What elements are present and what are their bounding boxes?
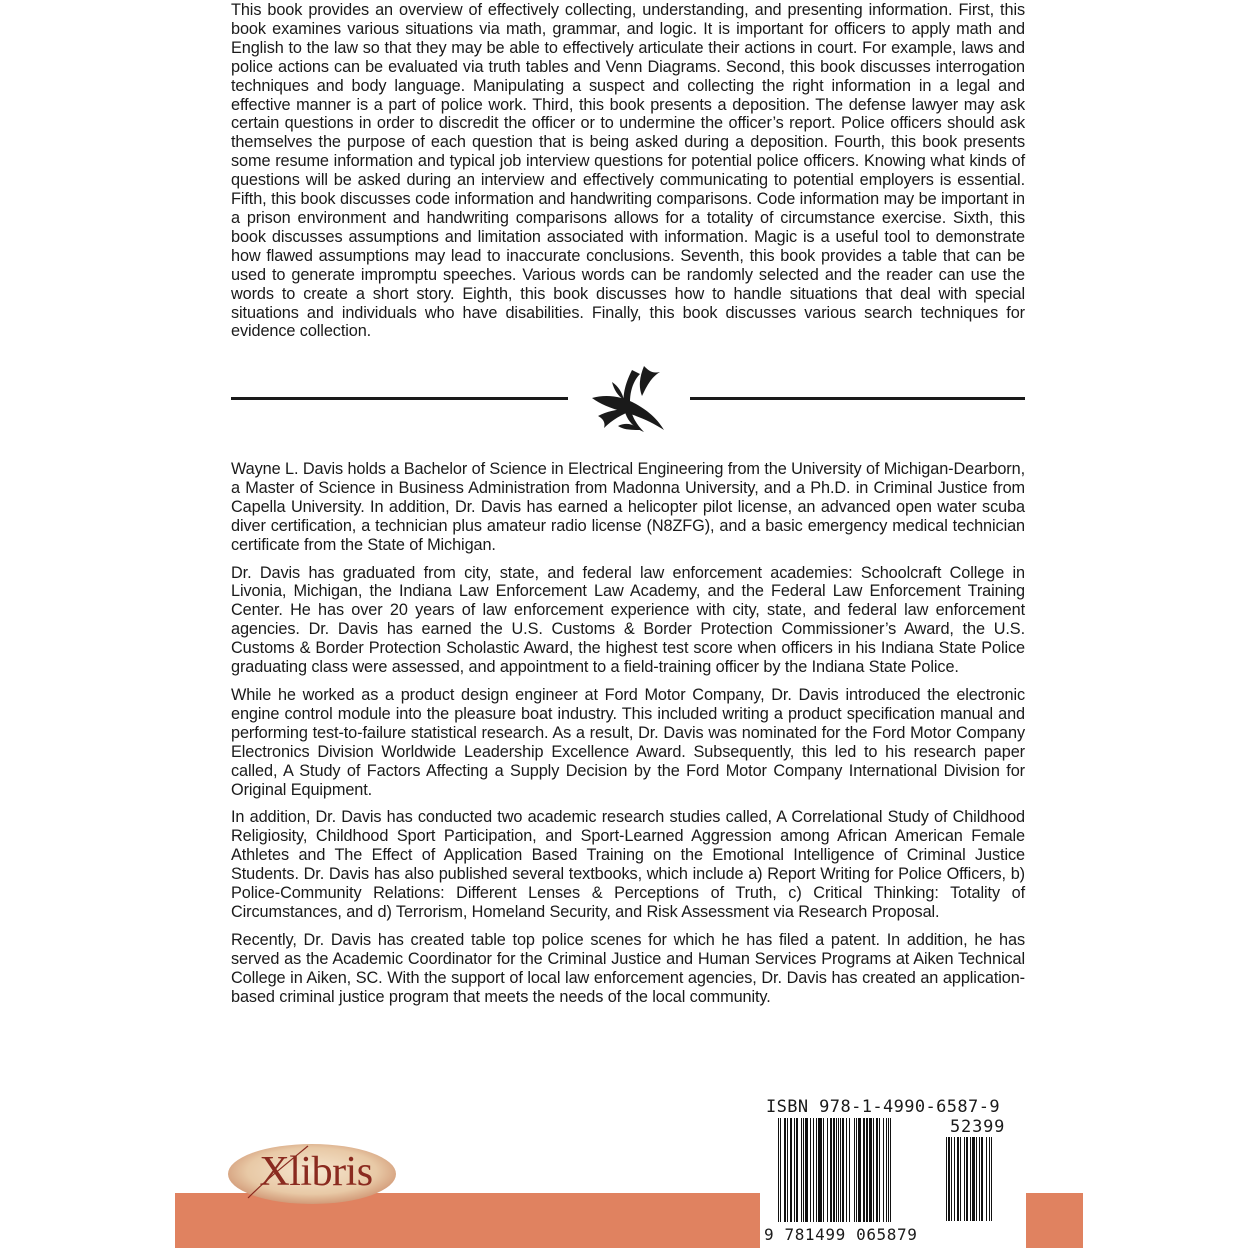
barcode-bar bbox=[838, 1118, 839, 1222]
barcode-bar bbox=[890, 1118, 891, 1222]
barcode-bar bbox=[873, 1118, 874, 1222]
barcode-bar bbox=[948, 1137, 950, 1221]
barcode-bar bbox=[879, 1118, 880, 1222]
author-bio bbox=[231, 460, 1025, 1006]
barcode-bar bbox=[972, 1137, 975, 1221]
barcode-bar bbox=[846, 1118, 847, 1222]
bio-paragraph: Recently, Dr. Davis has created table top police scenes for which he has filed a patent. In addition, he has served as the Academic Coordinator for the Criminal Justice and Human Services Programs at Aiken Technical College in Aiken, SC. With the support of local law enforcement agencies, Dr. Davis has created an application-based criminal justice program that meets the needs of the local community. bbox=[231, 930, 1025, 1006]
barcode-bar bbox=[960, 1137, 961, 1221]
barcode-bar bbox=[778, 1118, 779, 1222]
barcode-bar bbox=[981, 1137, 983, 1221]
bio-paragraph: Wayne L. Davis holds a Bachelor of Science in Electrical Engineering from the University of Michigan-Dearborn, a Master of Science in Business Administration from Madonna University, and a Ph.D. in Criminal Justice from Capella University. In addition, Dr. Davis has earned a helicopter pilot license, an advanced open water scuba diver certification, a technician plus amateur radio license (N8ZFG), and a basic emergency medical technician certificate from the State of Michigan. bbox=[231, 460, 1025, 554]
barcode-bar bbox=[866, 1118, 868, 1222]
ean-number: 9 781499 065879 bbox=[764, 1225, 918, 1244]
barcode-bar bbox=[991, 1137, 992, 1221]
barcode-bar bbox=[888, 1118, 889, 1222]
barcode-bar bbox=[976, 1137, 977, 1221]
barcode-bar bbox=[856, 1118, 857, 1222]
barcode-bar bbox=[863, 1118, 865, 1222]
barcode-bar bbox=[830, 1118, 832, 1222]
barcode-bar bbox=[780, 1118, 781, 1222]
bio-paragraph: In addition, Dr. Davis has conducted two academic research studies called, A Correlational Study of Childhood Religiosity, Childhood Sport Participation, and Sport-Learned Aggression among African American Female Athletes and The Effect of Application Based Training on the Emotional Intelligence of Criminal Justice Students. Dr. Davis has also published several textbooks, which include a) Report Writing for Police Officers, b) Police-Community Relations: Different Lenses & Perceptions of Truth, c) Critical Thinking: Totality of Circumstances, and d) Terrorism, Homeland Security, and Risk Assessment via Research Proposal. bbox=[231, 808, 1025, 921]
barcode-bar bbox=[869, 1118, 872, 1222]
barcode-bar bbox=[876, 1118, 878, 1222]
barcode-bar bbox=[842, 1118, 844, 1222]
barcode-bar bbox=[816, 1118, 817, 1222]
barcode-bar bbox=[833, 1118, 835, 1222]
bio-paragraph: Dr. Davis has graduated from city, state, and federal law enforcement academies: Schoolcraft College in Livonia, Michigan, the Indiana Law Enforcement Law Academy, and the Federal Law Enforcement Training Center. He has over 20 years of law enforcement experience with city, state, and federal law enforcement agencies. Dr. Davis has earned the U.S. Customs & Border Protection Commissioner’s Award, the U.S. Customs & Border Protection Scholastic Award, the highest test score when officers in his Indiana State Police graduating class were assessed, and appointment to a field-training officer by the Indiana State Police. bbox=[231, 563, 1025, 677]
barcode-bar bbox=[883, 1118, 884, 1222]
barcode-bar bbox=[805, 1118, 808, 1222]
barcode-bar bbox=[886, 1118, 887, 1222]
barcode-bar bbox=[840, 1118, 841, 1222]
barcode-bar bbox=[803, 1118, 804, 1222]
barcode-bar bbox=[784, 1118, 786, 1222]
barcode-bar bbox=[818, 1118, 822, 1222]
barcode-bar bbox=[796, 1118, 798, 1222]
barcode-bar bbox=[954, 1137, 955, 1221]
barcode-bar bbox=[989, 1137, 990, 1221]
barcode-bar bbox=[810, 1118, 811, 1222]
publisher-logo-text: Xlibris bbox=[259, 1149, 373, 1195]
barcode-bar bbox=[823, 1118, 824, 1222]
barcode-bar bbox=[946, 1137, 947, 1221]
barcode-bar bbox=[801, 1118, 802, 1222]
barcode-bar bbox=[979, 1137, 980, 1221]
divider-rule-left bbox=[231, 397, 568, 400]
barcode-bar bbox=[957, 1137, 959, 1221]
barcode-bar bbox=[966, 1137, 968, 1221]
barcode-bar bbox=[964, 1137, 965, 1221]
ean-barcode bbox=[778, 1118, 926, 1222]
barcode-bar bbox=[849, 1118, 850, 1222]
barcode-bar bbox=[787, 1118, 788, 1222]
back-cover-summary bbox=[231, 1, 1025, 341]
barcode-bar bbox=[854, 1118, 855, 1222]
barcode-bar bbox=[970, 1137, 971, 1221]
price-code: 52399 bbox=[950, 1117, 1006, 1137]
barcode-bar bbox=[951, 1137, 952, 1221]
barcode-bar bbox=[986, 1137, 987, 1221]
bio-paragraph: While he worked as a product design engineer at Ford Motor Company, Dr. Davis introduced the electronic engine control module into the pleasure boat industry. This included writing a product specification manual and performing test-to-failure statistical research. As a result, Dr. Davis was nominated for the Ford Motor Company Electronics Division Worldwide Leadership Excellence Award. Subsequently, this led to his research paper called, A Study of Factors Affecting a Supply Decision by the Ford Motor Company International Division for Original Equipment. bbox=[231, 685, 1025, 799]
summary-paragraph: This book provides an overview of effectively collecting, understanding, and presenting information. First, this book examines various situations via math, grammar, and logic. It is important for officers to apply math and English to the law so that they may be able to effectively articulate their actions in court. For example, laws and police actions can be evaluated via truth tables and Venn Diagrams. Second, this book discusses interrogation techniques and body language. Manipulating a suspect and collecting the right information in a legal and effective manner is a part of police work. Third, this book presents a deposition. The defense lawyer may ask certain questions in order to discredit the officer or to undermine the officer’s report. Police officers should ask themselves the purpose of each question that is being asked during a deposition. Fourth, this book presents some resume information and typical job interview questions for potential police officers. Knowing what kinds of questions will be asked during an interview and effectively communicating to potential employers is essential. Fifth, this book discusses code information and handwriting comparisons. Code information may be important in a prison environment and handwriting comparisons allows for a totality of circumstance exercise. Sixth, this book discusses assumptions and limitation associated with information. Magic is a useful tool to demonstrate how flawed assumptions may lead to inaccurate conclusions. Seventh, this book provides a table that can be used to generate impromptu speeches. Various words can be randomly selected and the reader can use the words to create a short story. Eighth, this book discusses how to handle situations that deal with special situations and individuals who have disabilities. Finally, this book discusses various search techniques for evidence collection. bbox=[231, 1, 1025, 341]
barcode-bar bbox=[836, 1118, 837, 1222]
divider-rule-right bbox=[690, 397, 1025, 400]
barcode-bar bbox=[813, 1118, 814, 1222]
price-barcode bbox=[946, 1137, 1020, 1241]
isbn-label: ISBN 978-1-4990-6587-9 bbox=[766, 1097, 1000, 1117]
barcode-bar bbox=[858, 1118, 861, 1222]
swallow-ornament-icon bbox=[588, 364, 668, 436]
barcode-bar bbox=[794, 1118, 795, 1222]
barcode-bar bbox=[790, 1118, 792, 1222]
barcode-bar bbox=[827, 1118, 828, 1222]
